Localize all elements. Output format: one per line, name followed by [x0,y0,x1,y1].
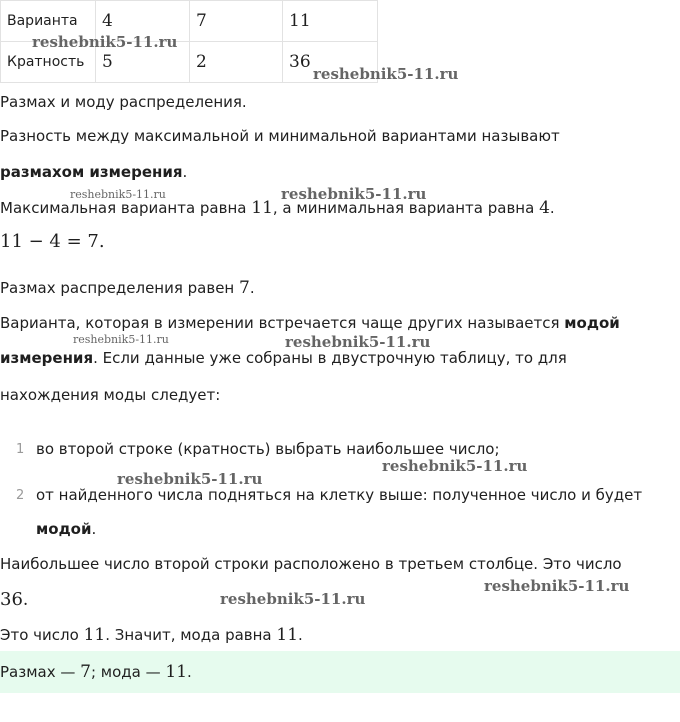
answer-text: Размах — 7; мода — 11. [0,662,192,682]
list-item: от найденного числа подняться на клетку выше: полученное число и будет [36,486,643,504]
list-item-cont: модой. [36,520,97,538]
table-cell: 11 [283,1,378,42]
table-cell: 5 [96,42,190,83]
watermark: reshebnik5-11.ru [285,333,431,351]
list-number: 2 [16,488,25,503]
formula: 11 − 4 = 7. [0,231,105,252]
paragraph-largest-value: 36. [0,589,29,610]
paragraph-largest: Наибольшее число второй строки расположено в третьем столбце. Это число [0,555,622,573]
row-label: Кратность [1,42,96,83]
row-label: Варианта [1,1,96,42]
watermark: reshebnik5-11.ru [70,188,166,201]
answer-box [0,651,680,693]
watermark: reshebnik5-11.ru [281,185,427,203]
table-cell: 2 [190,42,283,83]
list-item: во второй строке (кратность) выбрать наибольшее число; [36,440,500,458]
watermark: reshebnik5-11.ru [484,577,630,595]
table-cell: 4 [96,1,190,42]
paragraph-mode-definition-cont: измерения. Если данные уже собраны в двустрочную таблицу, то для [0,349,567,367]
paragraph-mode-value: Это число 11. Значит, мода равна 11. [0,625,303,645]
watermark: reshebnik5-11.ru [32,33,178,51]
paragraph-range-definition: Разность между максимальной и минимальной вариантами называют [0,127,560,145]
paragraph-max-min: Максимальная варианта равна 11, а минимальная варианта равна 4. [0,198,555,218]
term-range: размахом измерения [0,163,183,181]
watermark: reshebnik5-11.ru [73,333,169,346]
paragraph-mode-definition: Варианта, которая в измерении встречается чаще других называется модой [0,314,620,332]
watermark: reshebnik5-11.ru [117,470,263,488]
paragraph-mode-steps-intro: нахождения моды следует: [0,386,221,404]
paragraph-range-value: Размах распределения равен 7. [0,278,255,298]
watermark: reshebnik5-11.ru [382,457,528,475]
watermark: reshebnik5-11.ru [220,590,366,608]
list-number: 1 [16,442,25,457]
table-cell: 7 [190,1,283,42]
paragraph-range-term: размахом измерения. [0,163,188,181]
section-heading: Размах и моду распределения. [0,93,247,111]
watermark: reshebnik5-11.ru [313,65,459,83]
table-cell: 36 [283,42,378,83]
